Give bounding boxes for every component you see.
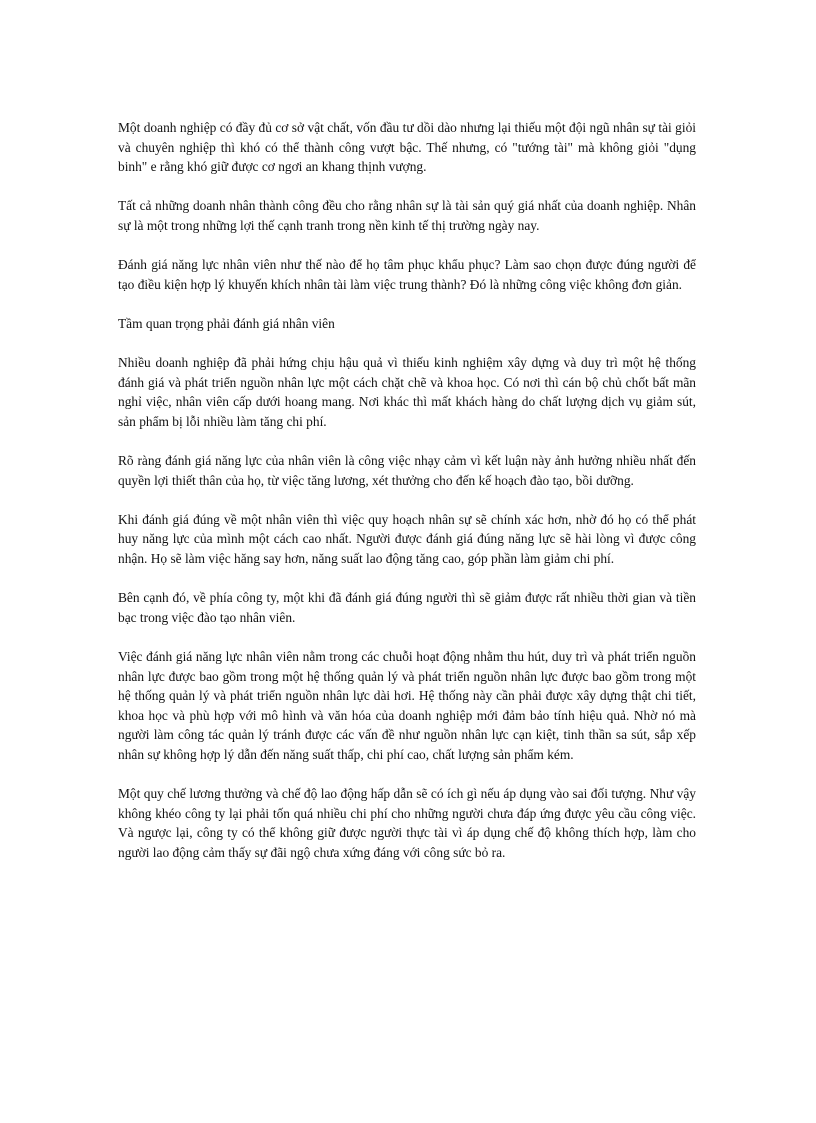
body-paragraph-3: Khi đánh giá đúng về một nhân viên thì việc quy hoạch nhân sự sẽ chính xác hơn, nhờ đó họ có thể phát huy năng lực của mình một cách cao nhất. Người được đánh giá đúng năng lực sẽ hài lòng vì được công nhận. Họ sẽ làm việc hăng say hơn, năng suất lao động tăng cao, góp phần làm giảm chi phí.	[118, 511, 696, 567]
body-paragraph-6: Một quy chế lương thưởng và chế độ lao động hấp dẫn sẽ có ích gì nếu áp dụng vào sai đối tượng. Như vậy không khéo công ty lại phải tốn quá nhiều chi phí cho những người chưa đáp ứng được yêu cầu công việc. Và ngược lại, công ty có thể không giữ được người thực tài vì áp dụng chế độ không thích hợp, làm cho người lao động cảm thấy sự đãi ngộ chưa xứng đáng với công sức bỏ ra.	[118, 786, 696, 860]
section-heading: Tầm quan trọng phải đánh giá nhân viên	[118, 315, 335, 331]
intro-paragraph-2: Tất cả những doanh nhân thành công đều cho rằng nhân sự là tài sản quý giá nhất của doanh nghiệp. Nhân sự là một trong những lợi thế cạnh tranh trong nền kinh tế thị trường ngày nay.	[118, 198, 696, 233]
body-paragraph-4: Bên cạnh đó, về phía công ty, một khi đã đánh giá đúng người thì sẽ giảm được rất nhiều thời gian và tiền bạc trong việc đào tạo nhân viên.	[118, 590, 696, 625]
intro-paragraph-1: Một doanh nghiệp có đầy đủ cơ sở vật chất, vốn đầu tư dồi dào nhưng lại thiếu một đội ngũ nhân sự tài giỏi và chuyên nghiệp thì khó có thể thành công vượt bậc. Thế nhưng, có "tướng tài" mà không giỏi "dụng binh" e rằng khó giữ được cơ ngơi an khang thịnh vượng.	[118, 120, 696, 175]
intro-paragraph-3: Đánh giá năng lực nhân viên như thế nào để họ tâm phục khẩu phục? Làm sao chọn được đúng người để tạo điều kiện hợp lý khuyến khích nhân tài làm việc trung thành? Đó là những công việc không đơn giản.	[118, 257, 696, 292]
body-paragraph-1: Nhiều doanh nghiệp đã phải hứng chịu hậu quả vì thiếu kinh nghiệm xây dựng và duy trì một hệ thống đánh giá và phát triển nguồn nhân lực một cách chặt chẽ và khoa học. Có nơi thì cán bộ chủ chốt bất mãn nghỉ việc, nhân viên cấp dưới hoang mang. Nơi khác thì mất khách hàng do chất lượng dịch vụ giảm sút, sản phẩm bị lỗi nhiều làm tăng chi phí.	[118, 355, 696, 429]
body-paragraph-2: Rõ ràng đánh giá năng lực của nhân viên là công việc nhạy cảm vì kết luận này ảnh hưởng nhiều nhất đến quyền lợi thiết thân của họ, từ việc tăng lương, xét thưởng cho đến kế hoạch đào tạo, bồi dưỡng.	[118, 453, 696, 488]
document-page	[118, 118, 696, 882]
body-paragraph-5: Việc đánh giá năng lực nhân viên nằm trong các chuỗi hoạt động nhằm thu hút, duy trì và phát triển nguồn nhân lực được bao gồm trong một hệ thống quản lý và phát triển nguồn nhân lực được bao gồm trong một hệ thống quản lý và phát triển nguồn nhân lực dài hơi. Hệ thống này cần phải được xây dựng thật chi tiết, khoa học và phù hợp với mô hình và văn hóa của doanh nghiệp mới đảm bảo tính hiệu quả. Nhờ nó mà người làm công tác quản lý tránh được các vấn đề như nguồn nhân lực cạn kiệt, tinh thần sa sút, sắp xếp nhân sự không hợp lý dẫn đến năng suất thấp, chi phí cao, chất lượng sản phẩm kém.	[118, 649, 696, 762]
